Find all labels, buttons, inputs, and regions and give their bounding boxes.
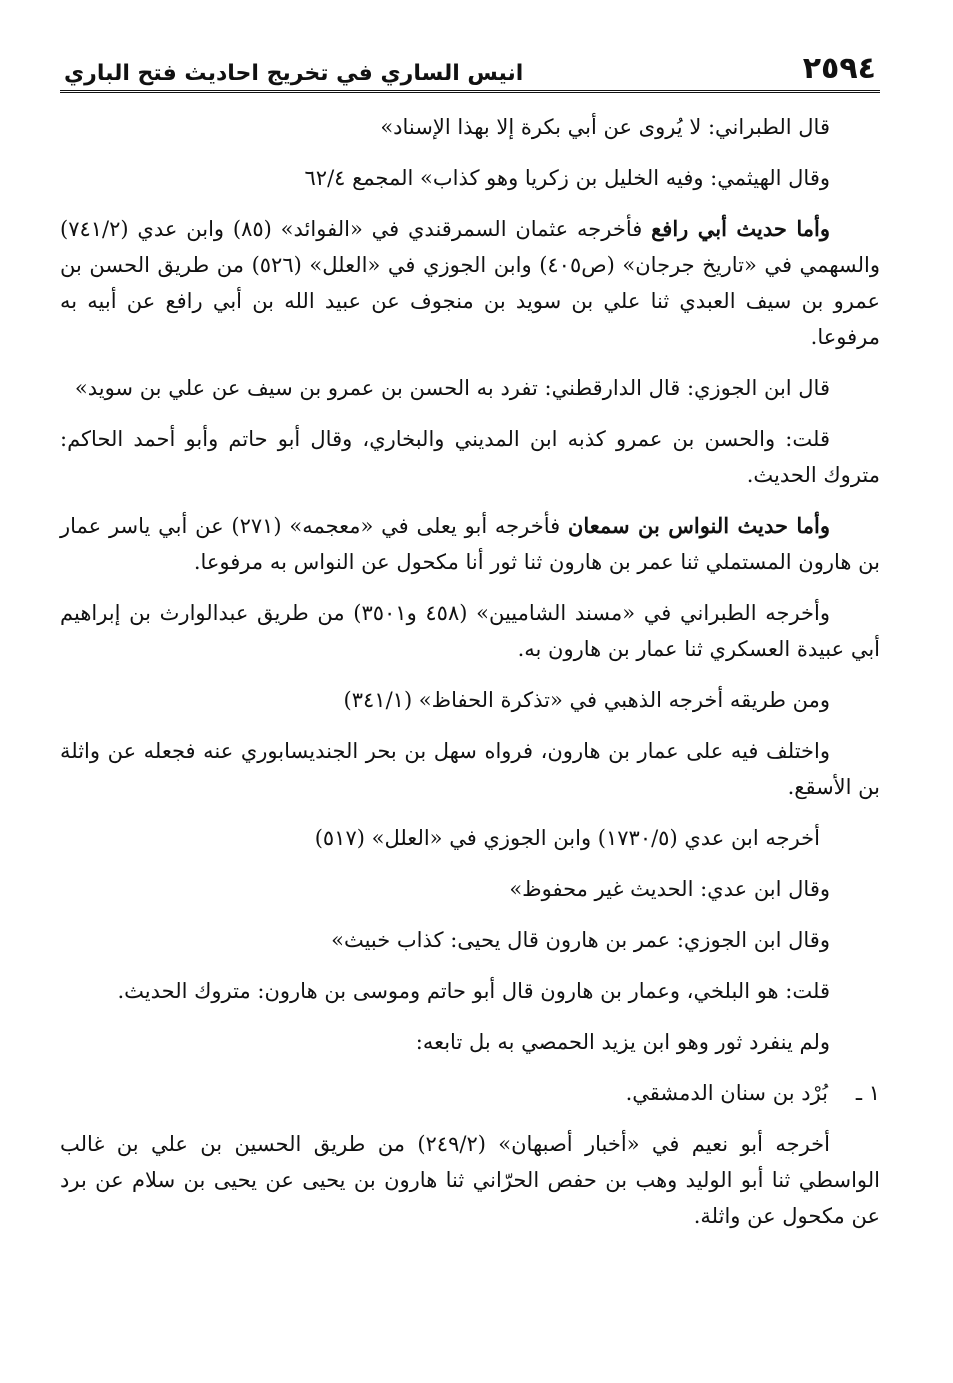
paragraph: قلت: والحسن بن عمرو كذبه ابن المديني والبخاري، وقال أبو حاتم وأبو أحمد الحاكم: متروك الحديث. [60, 427, 880, 487]
paragraph: أخرجه أبو نعيم في «أخبار أصبهان» (٢٤٩/٢) من طريق الحسين بن علي بن غالب الواسطي ثنا أبو الوليد وهب بن حفص الحرّاني ثنا هارون بن يحيى عن يحيى بن سلام عن برد عن مكحول عن واثلة. [60, 1132, 880, 1228]
document-page [60, 40, 880, 1249]
bold-heading: وأما حديث النواس بن سمعان [567, 513, 830, 538]
paragraph: قال ابن الجوزي: قال الدارقطني: تفرد به الحسن بن عمرو بن سيف عن علي بن سويد» [74, 376, 830, 400]
paragraph: أخرجه ابن عدي (١٧٣٠/٥) وابن الجوزي في «العلل» (٥١٧) [314, 826, 820, 850]
list-number: ١ ـ [855, 1081, 880, 1105]
paragraph: واختلف فيه على عمار بن هارون، فرواه سهل بن بحر الجنديسابوري عنه فجعله عن واثلة بن الأسقع. [60, 739, 880, 799]
paragraph: وأما حديث أبي رافع فأخرجه عثمان السمرقندي في «الفوائد» (٨٥) وابن عدي (٧٤١/٢) والسهمي في «تاريخ جرجان» (ص٤٠٥) وابن الجوزي في «العلل» (٥٢٦) من طريق الحسن بن عمرو بن سيف العبدي ثنا علي بن سويد بن منجوف عن عبيد الله بن أبي رافع عن أبيه به مرفوعا. [60, 216, 880, 349]
paragraph: وقال ابن الجوزي: عمر بن هارون قال يحيى: كذاب خبيث» [331, 928, 830, 952]
page-body [60, 109, 880, 1234]
list-item: ١ ـبُرْد بن سنان الدمشقي. [60, 1075, 880, 1111]
bold-heading: وأما حديث أبي رافع [651, 216, 830, 241]
paragraph: وأما حديث النواس بن سمعان فأخرجه أبو يعلى في «معجمه» (٢٧١) عن أبي ياسر عمار بن هارون المستملي ثنا عمر بن هارون ثنا ثور أنا مكحول عن النواس به مرفوعا. [60, 513, 880, 574]
paragraph: وقال ابن عدي: الحديث غير محفوظ» [509, 877, 830, 901]
paragraph: ومن طريقه أخرجه الذهبي في «تذكرة الحفاظ» (٣٤١/١) [343, 688, 830, 712]
page-header [60, 40, 880, 93]
paragraph: ولم ينفرد ثور وهو ابن يزيد الحمصي به بل تابعه: [415, 1030, 830, 1054]
running-title: انيس الساري في تخريج احاديث فتح الباري [64, 61, 524, 86]
paragraph: قال الطبراني: لا يُروى عن أبي بكرة إلا بهذا الإسناد» [380, 115, 830, 139]
paragraph: قلت: هو البلخي، وعمار بن هارون قال أبو حاتم وموسى بن هارون: متروك الحديث. [117, 979, 830, 1003]
paragraph: وقال الهيثمي: وفيه الخليل بن زكريا وهو كذاب» المجمع ٦٢/٤ [304, 166, 830, 190]
page-number: ٢٥٩٤ [802, 51, 876, 86]
paragraph: وأخرجه الطبراني في «مسند الشاميين» (٤٥٨ و٣٥٠١) من طريق عبدالوارث بن إبراهيم أبي عبيدة العسكري ثنا عمار بن هارون به. [60, 601, 880, 661]
